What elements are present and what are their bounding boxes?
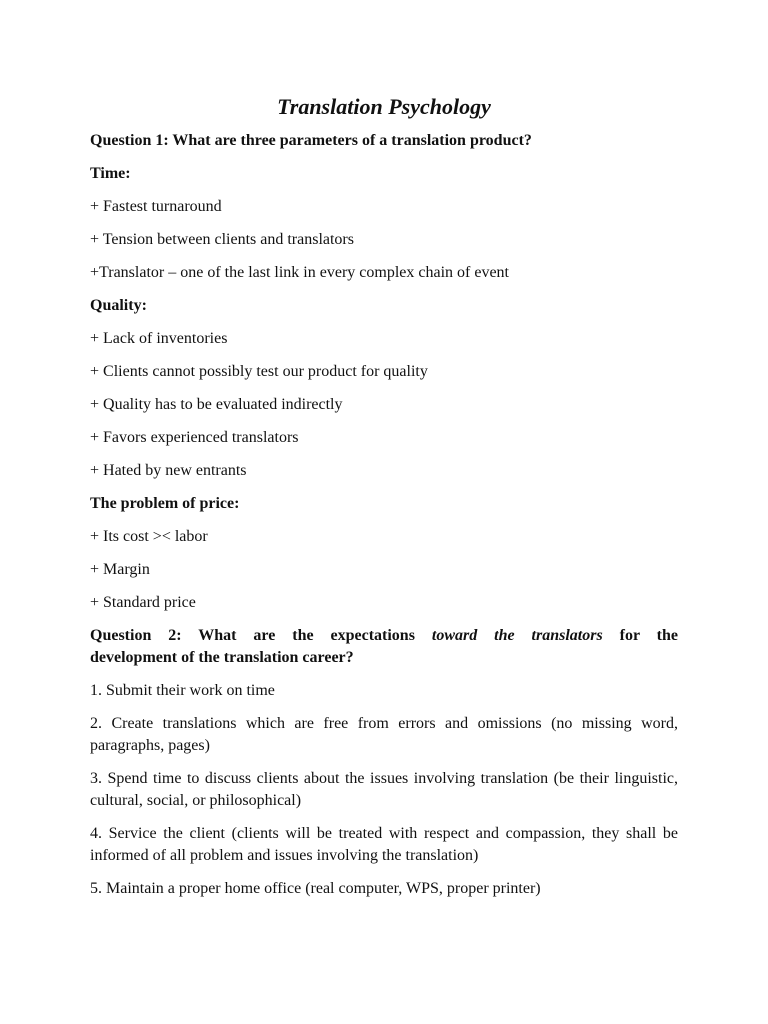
list-item: + Tension between clients and translators bbox=[90, 231, 354, 248]
list-item: + Clients cannot possibly test our product for quality bbox=[90, 363, 428, 380]
price-heading: The problem of price: bbox=[90, 495, 240, 512]
list-item: + Margin bbox=[90, 561, 150, 578]
list-item: 4. Service the client (clients will be treated with respect and compassion, they shall be informed of all problem and issues involving the translation) bbox=[90, 825, 678, 864]
list-item: 5. Maintain a proper home office (real computer, WPS, proper printer) bbox=[90, 880, 541, 897]
document-body bbox=[90, 130, 678, 900]
page-title: Translation Psychology bbox=[277, 94, 491, 119]
question-2-line-1 bbox=[90, 625, 678, 647]
question-2-emphasis: toward the translators bbox=[431, 627, 603, 644]
list-item: 1. Submit their work on time bbox=[90, 682, 275, 699]
quality-heading: Quality: bbox=[90, 297, 147, 314]
question-2-part-2: for the bbox=[619, 627, 679, 644]
list-item: +Translator – one of the last link in every complex chain of event bbox=[90, 264, 509, 281]
time-heading: Time: bbox=[90, 165, 131, 182]
list-item: + Its cost >< labor bbox=[90, 528, 208, 545]
list-item: + Favors experienced translators bbox=[90, 429, 299, 446]
list-item: 2. Create translations which are free from errors and omissions (no missing word, paragraphs, pages) bbox=[90, 715, 678, 754]
list-item: + Hated by new entrants bbox=[90, 462, 247, 479]
question-2-line-2: development of the translation career? bbox=[90, 649, 354, 666]
list-item: + Lack of inventories bbox=[90, 330, 228, 347]
question-2-part-1: Question 2: What are the expectations bbox=[90, 627, 415, 644]
list-item: + Standard price bbox=[90, 594, 196, 611]
question-1: Question 1: What are three parameters of a translation product? bbox=[90, 132, 532, 149]
list-item: + Quality has to be evaluated indirectly bbox=[90, 396, 343, 413]
list-item: 3. Spend time to discuss clients about the issues involving translation (be their linguistic, cultural, social, or philosophical) bbox=[90, 770, 678, 809]
list-item: + Fastest turnaround bbox=[90, 198, 222, 215]
